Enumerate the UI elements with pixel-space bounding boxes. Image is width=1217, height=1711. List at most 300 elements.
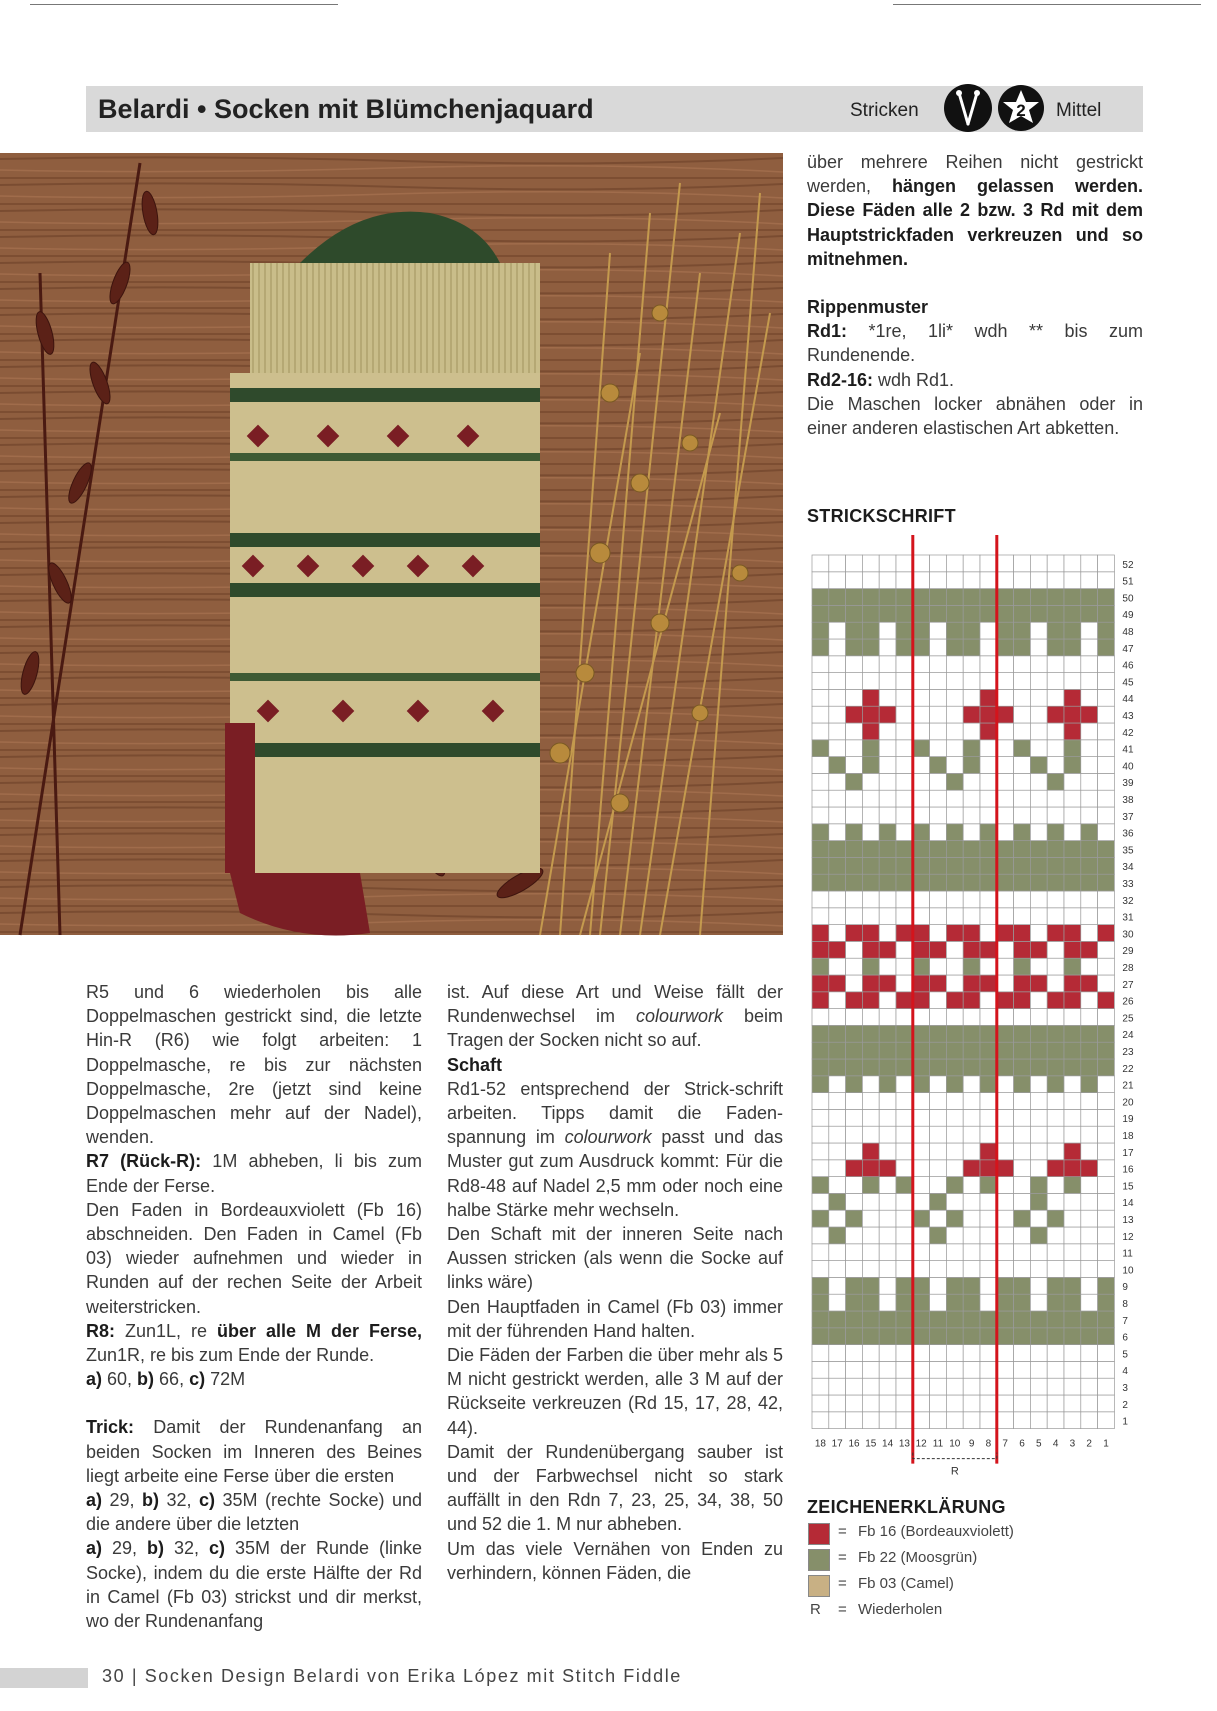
chart-cell <box>896 841 913 858</box>
row-number: 3 <box>1122 1383 1128 1394</box>
row-number: 41 <box>1122 744 1134 756</box>
heading-text: Rippenmuster <box>807 297 929 318</box>
chart-cell <box>879 1126 896 1143</box>
chart-cell <box>896 1042 913 1059</box>
chart-cell <box>963 1009 980 1026</box>
chart-cell <box>1014 639 1031 656</box>
chart-cell <box>812 1093 829 1110</box>
chart-cell <box>896 941 913 958</box>
row-number: 13 <box>1122 1215 1134 1226</box>
chart-cell <box>997 1395 1014 1412</box>
chart-cell <box>1098 1328 1115 1345</box>
chart-cell <box>963 1059 980 1076</box>
chart-cell <box>930 1395 947 1412</box>
chart-cell <box>946 1076 963 1093</box>
chart-cell <box>1081 1378 1098 1395</box>
chart-cell <box>812 1126 829 1143</box>
chart-cell <box>997 555 1014 572</box>
chart-cell <box>1030 1059 1047 1076</box>
chart-cell <box>930 1378 947 1395</box>
chart-cell <box>879 723 896 740</box>
chart-cell <box>846 757 863 774</box>
chart-cell <box>862 975 879 992</box>
chart-cell <box>879 589 896 606</box>
row-number: 1 <box>1122 1416 1128 1428</box>
chart-cell <box>913 1193 930 1210</box>
chart-cell <box>997 1361 1014 1378</box>
chart-cell <box>896 1412 913 1429</box>
chart-cell <box>812 673 829 690</box>
chart-cell <box>930 908 947 925</box>
paragraph <box>86 1415 422 1488</box>
chart-cell <box>1081 555 1098 572</box>
chart-cell <box>896 1109 913 1126</box>
chart-cell <box>862 622 879 639</box>
chart-cell <box>997 622 1014 639</box>
chart-cell <box>1098 605 1115 622</box>
chart-cell <box>1030 1261 1047 1278</box>
chart-cell <box>963 1160 980 1177</box>
chart-cell <box>846 572 863 589</box>
chart-cell <box>963 1412 980 1429</box>
chart-cell <box>930 1210 947 1227</box>
chart-cell <box>946 1294 963 1311</box>
chart-cell <box>862 841 879 858</box>
paragraph <box>86 980 422 1149</box>
chart-cell <box>930 605 947 622</box>
chart-cell <box>1047 992 1064 1009</box>
chart-cell <box>997 908 1014 925</box>
column-number: 15 <box>865 1438 877 1450</box>
chart-cell <box>846 639 863 656</box>
row-number: 48 <box>1122 627 1134 638</box>
chart-cell <box>812 891 829 908</box>
chart-cell <box>1030 790 1047 807</box>
chart-cell <box>1047 1361 1064 1378</box>
column-number: 18 <box>814 1438 826 1450</box>
chart-cell <box>963 874 980 891</box>
chart-cell <box>1014 1042 1031 1059</box>
row-number: 25 <box>1122 1013 1134 1025</box>
chart-cell <box>1014 773 1031 790</box>
category-label: Stricken <box>850 100 919 121</box>
chart-cell <box>930 1126 947 1143</box>
chart-cell <box>980 1345 997 1362</box>
chart-cell <box>980 639 997 656</box>
chart-cell <box>846 807 863 824</box>
chart-cell <box>1081 975 1098 992</box>
chart-cell <box>930 841 947 858</box>
chart-cell <box>980 807 997 824</box>
chart-cell <box>812 874 829 891</box>
chart-cell <box>946 1025 963 1042</box>
chart-cell <box>913 992 930 1009</box>
chart-cell <box>1030 891 1047 908</box>
chart-cell <box>846 622 863 639</box>
row-number: 29 <box>1122 946 1134 958</box>
chart-cell <box>812 1193 829 1210</box>
chart-cell <box>879 572 896 589</box>
chart-cell <box>1098 874 1115 891</box>
chart-cell <box>812 908 829 925</box>
chart-cell <box>930 925 947 942</box>
chart-cell <box>1014 572 1031 589</box>
chart-cell <box>980 1311 997 1328</box>
chart-cell <box>1081 622 1098 639</box>
row-number: 50 <box>1122 593 1134 605</box>
chart-cell <box>1064 1177 1081 1194</box>
chart-cell <box>913 1412 930 1429</box>
chart-cell <box>879 1412 896 1429</box>
chart-cell <box>1081 589 1098 606</box>
chart-cell <box>1081 689 1098 706</box>
chart-cell <box>812 723 829 740</box>
chart-cell <box>980 1009 997 1026</box>
chart-cell <box>946 740 963 757</box>
chart-cell <box>1098 1311 1115 1328</box>
chart-cell <box>980 1059 997 1076</box>
chart-cell <box>997 1193 1014 1210</box>
bold-text: Rd2-16: <box>807 369 874 390</box>
chart-cell <box>980 1328 997 1345</box>
row-number: 23 <box>1122 1047 1134 1058</box>
size-key: b) <box>142 1490 159 1511</box>
chart-cell <box>1014 1076 1031 1093</box>
chart-cell <box>946 975 963 992</box>
row-number: 20 <box>1122 1097 1134 1109</box>
chart-cell <box>930 1009 947 1026</box>
chart-cell <box>879 1076 896 1093</box>
chart-cell <box>913 689 930 706</box>
column-number: 14 <box>882 1438 894 1450</box>
chart-cell <box>997 1378 1014 1395</box>
chart-cell <box>930 1277 947 1294</box>
chart-cell <box>1047 622 1064 639</box>
chart-cell <box>1064 1328 1081 1345</box>
chart-cell <box>1030 975 1047 992</box>
chart-cell <box>1030 941 1047 958</box>
chart-cell <box>812 1345 829 1362</box>
chart-cell <box>930 589 947 606</box>
chart-cell <box>980 740 997 757</box>
chart-cell <box>1030 689 1047 706</box>
chart-cell <box>896 656 913 673</box>
chart-cell <box>846 958 863 975</box>
chart-cell <box>829 1076 846 1093</box>
chart-cell <box>846 605 863 622</box>
chart-cell <box>829 656 846 673</box>
chart-cell <box>997 706 1014 723</box>
chart-cell <box>1064 1294 1081 1311</box>
chart-cell <box>963 1109 980 1126</box>
chart-cell <box>1047 874 1064 891</box>
chart-cell <box>946 790 963 807</box>
chart-cell <box>980 1093 997 1110</box>
chart-cell <box>963 1395 980 1412</box>
chart-cell <box>879 1177 896 1194</box>
text: Die Fäden der Farben die über mehr als 5 M nicht gestrickt werden, alle 3 M auf der Rückseite verkreuzen (Rd 15, 17, 28, 42, 44). <box>447 1345 783 1438</box>
paragraph <box>447 1343 783 1440</box>
chart-cell <box>1014 1177 1031 1194</box>
chart-cell <box>913 639 930 656</box>
chart-cell <box>1030 757 1047 774</box>
chart-cell <box>812 1143 829 1160</box>
chart-cell <box>812 1311 829 1328</box>
chart-cell <box>1047 958 1064 975</box>
chart-cell <box>913 941 930 958</box>
chart-cell <box>846 841 863 858</box>
chart-cell <box>997 1227 1014 1244</box>
chart-cell <box>963 572 980 589</box>
chart-cell <box>980 757 997 774</box>
chart-cell <box>1030 673 1047 690</box>
chart-cell <box>896 790 913 807</box>
chart-cell <box>1064 1126 1081 1143</box>
chart-cell <box>930 1025 947 1042</box>
chart-cell <box>1098 1076 1115 1093</box>
chart-cell <box>862 1160 879 1177</box>
chart-cell <box>1098 1412 1115 1429</box>
chart-cell <box>1047 925 1064 942</box>
chart-cell <box>879 757 896 774</box>
chart-cell <box>829 891 846 908</box>
chart-cell <box>896 605 913 622</box>
chart-cell <box>963 975 980 992</box>
chart-cell <box>896 1143 913 1160</box>
row-number: 16 <box>1122 1164 1134 1176</box>
legend-equals: = <box>838 1575 847 1592</box>
chart-cell <box>980 824 997 841</box>
chart-cell <box>930 1193 947 1210</box>
row-number: 24 <box>1122 1030 1134 1042</box>
chart-cell <box>1030 1009 1047 1026</box>
chart-cell <box>846 740 863 757</box>
chart-cell <box>829 1227 846 1244</box>
chart-cell <box>846 1143 863 1160</box>
chart-cell <box>1047 975 1064 992</box>
chart-cell <box>896 572 913 589</box>
chart-cell <box>896 958 913 975</box>
section-heading <box>447 1053 783 1077</box>
chart-cell <box>879 1009 896 1026</box>
bold-text: R7 (Rück-R): <box>86 1151 202 1172</box>
legend-label: Fb 16 (Bordeauxviolett) <box>858 1523 1014 1540</box>
chart-cell <box>1047 908 1064 925</box>
chart-cell <box>1081 1025 1098 1042</box>
chart-cell <box>896 1076 913 1093</box>
bold-text: Trick: <box>86 1417 135 1438</box>
chart-cell <box>1030 908 1047 925</box>
chart-cell <box>879 1294 896 1311</box>
chart-cell <box>1014 1311 1031 1328</box>
chart-cell <box>846 1277 863 1294</box>
column-number: 16 <box>848 1438 860 1450</box>
chart-cell <box>812 925 829 942</box>
chart-cell <box>862 1109 879 1126</box>
chart-cell <box>946 1227 963 1244</box>
chart-cell <box>963 1345 980 1362</box>
chart-cell <box>862 1059 879 1076</box>
chart-cell <box>1098 706 1115 723</box>
chart-cell <box>963 740 980 757</box>
chart-cell <box>1047 706 1064 723</box>
chart-cell <box>1014 807 1031 824</box>
chart-cell <box>963 824 980 841</box>
row-number: 30 <box>1122 929 1134 941</box>
chart-cell <box>829 1109 846 1126</box>
chart-cell <box>1081 723 1098 740</box>
chart-cell <box>862 1378 879 1395</box>
chart-cell <box>930 1244 947 1261</box>
chart-cell <box>862 639 879 656</box>
paragraph-gap <box>807 271 1143 295</box>
chart-cell <box>963 1244 980 1261</box>
chart-cell <box>846 1160 863 1177</box>
chart-cell <box>997 689 1014 706</box>
chart-cell <box>862 1193 879 1210</box>
chart-cell <box>913 1126 930 1143</box>
chart-cell <box>896 1160 913 1177</box>
chart-cell <box>1047 1059 1064 1076</box>
chart-cell <box>930 757 947 774</box>
chart-cell <box>812 1378 829 1395</box>
chart-cell <box>812 790 829 807</box>
size-value: 35M der Runde (linke Socke), indem du die erste Hälfte der Rd in Camel (Fb 03) strickst und dir merkst, wo der Rundenanfang <box>86 1538 422 1632</box>
chart-cell <box>946 1361 963 1378</box>
chart-cell <box>930 1361 947 1378</box>
chart-cell <box>963 1025 980 1042</box>
chart-cell <box>812 1277 829 1294</box>
chart-cell <box>1064 555 1081 572</box>
chart-cell <box>1047 941 1064 958</box>
section-heading <box>807 295 1143 319</box>
chart-cell <box>997 1143 1014 1160</box>
chart-cell <box>812 1009 829 1026</box>
text: passt und das Muster gut zum Ausdruck kommt: Für die Rd8-48 auf Nadel 2,5 mm oder noch eine halbe Stärke mehr wechseln. <box>447 1127 783 1220</box>
text: Um das viele Vernähen von Enden zu verhindern, können Fäden, die <box>447 1538 783 1583</box>
chart-cell <box>1014 1361 1031 1378</box>
chart-cell <box>1030 639 1047 656</box>
chart-cell <box>997 874 1014 891</box>
chart-cell <box>846 975 863 992</box>
chart-cell <box>913 824 930 841</box>
chart-cell <box>862 572 879 589</box>
chart-cell <box>980 1177 997 1194</box>
legend-swatch <box>808 1549 830 1571</box>
chart-cell <box>829 1294 846 1311</box>
chart-cell <box>1014 1345 1031 1362</box>
paragraph <box>447 980 783 1053</box>
chart-cell <box>862 1395 879 1412</box>
chart-cell <box>980 656 997 673</box>
chart-cell <box>1098 1025 1115 1042</box>
chart-cell <box>997 1328 1014 1345</box>
column-number: 4 <box>1052 1438 1059 1450</box>
chart-cell <box>980 1395 997 1412</box>
chart-cell <box>862 1294 879 1311</box>
chart-cell <box>879 824 896 841</box>
chart-cell <box>997 1109 1014 1126</box>
chart-cell <box>846 1244 863 1261</box>
chart-cell <box>997 723 1014 740</box>
chart-cell <box>1030 1277 1047 1294</box>
chart-cell <box>896 1227 913 1244</box>
chart-cell <box>913 1311 930 1328</box>
chart-cell <box>1064 992 1081 1009</box>
italic-text: colourwork <box>564 1127 652 1148</box>
chart-cell <box>1014 857 1031 874</box>
chart-cell <box>980 605 997 622</box>
chart-cell <box>963 656 980 673</box>
chart-cell <box>997 1261 1014 1278</box>
text: R5 und 6 wiederholen bis alle Doppelmaschen gestrickt sind, die letzte Hin-R (R6) wie folgt arbeiten: 1 Doppelmasche, re bis zur nächsten Doppelmasche, 2re (jetzt sind keine Doppelmaschen mehr auf der Nadel), wenden. <box>86 982 422 1148</box>
chart-cell <box>829 723 846 740</box>
size-key: c) <box>208 1538 225 1559</box>
paragraph <box>86 1198 422 1319</box>
chart-cell <box>963 1126 980 1143</box>
chart-cell <box>846 555 863 572</box>
row-number: 28 <box>1122 963 1134 974</box>
chart-cell <box>829 689 846 706</box>
chart-cell <box>963 1076 980 1093</box>
chart-cell <box>846 1025 863 1042</box>
chart-cell <box>829 1160 846 1177</box>
legend-equals: = <box>838 1601 847 1618</box>
chart-cell <box>812 1177 829 1194</box>
chart-cell <box>829 975 846 992</box>
chart-cell <box>829 807 846 824</box>
chart-cell <box>946 1244 963 1261</box>
chart-cell <box>997 958 1014 975</box>
chart-cell <box>963 1378 980 1395</box>
chart-cell <box>930 639 947 656</box>
chart-cell <box>812 992 829 1009</box>
chart-cell <box>913 605 930 622</box>
chart-cell <box>829 706 846 723</box>
chart-cell <box>1047 1042 1064 1059</box>
chart-cell <box>1047 1395 1064 1412</box>
chart-cell <box>1098 1227 1115 1244</box>
chart-cell <box>846 1042 863 1059</box>
column-number: 11 <box>932 1438 944 1450</box>
chart-cell <box>1064 1025 1081 1042</box>
chart-cell <box>913 1210 930 1227</box>
chart-cell <box>946 1042 963 1059</box>
row-number: 42 <box>1122 727 1134 739</box>
chart-cell <box>1030 773 1047 790</box>
chart-cell <box>963 891 980 908</box>
chart-cell <box>879 790 896 807</box>
chart-cell <box>879 1042 896 1059</box>
chart-cell <box>913 1109 930 1126</box>
chart-cell <box>1014 1328 1031 1345</box>
chart-cell <box>1081 1042 1098 1059</box>
size-value: 60, <box>102 1369 138 1390</box>
chart-cell <box>862 1261 879 1278</box>
chart-cell <box>829 1143 846 1160</box>
chart-cell <box>829 1177 846 1194</box>
chart-cell <box>896 1059 913 1076</box>
chart-cell <box>946 673 963 690</box>
chart-cell <box>1047 1345 1064 1362</box>
chart-cell <box>846 1412 863 1429</box>
chart-cell <box>930 572 947 589</box>
chart-cell <box>879 925 896 942</box>
chart-cell <box>879 1227 896 1244</box>
row-number: 5 <box>1122 1349 1128 1361</box>
chart-cell <box>946 958 963 975</box>
text: Den Hauptfaden in Camel (Fb 03) immer mit der führenden Hand halten. <box>447 1296 783 1341</box>
